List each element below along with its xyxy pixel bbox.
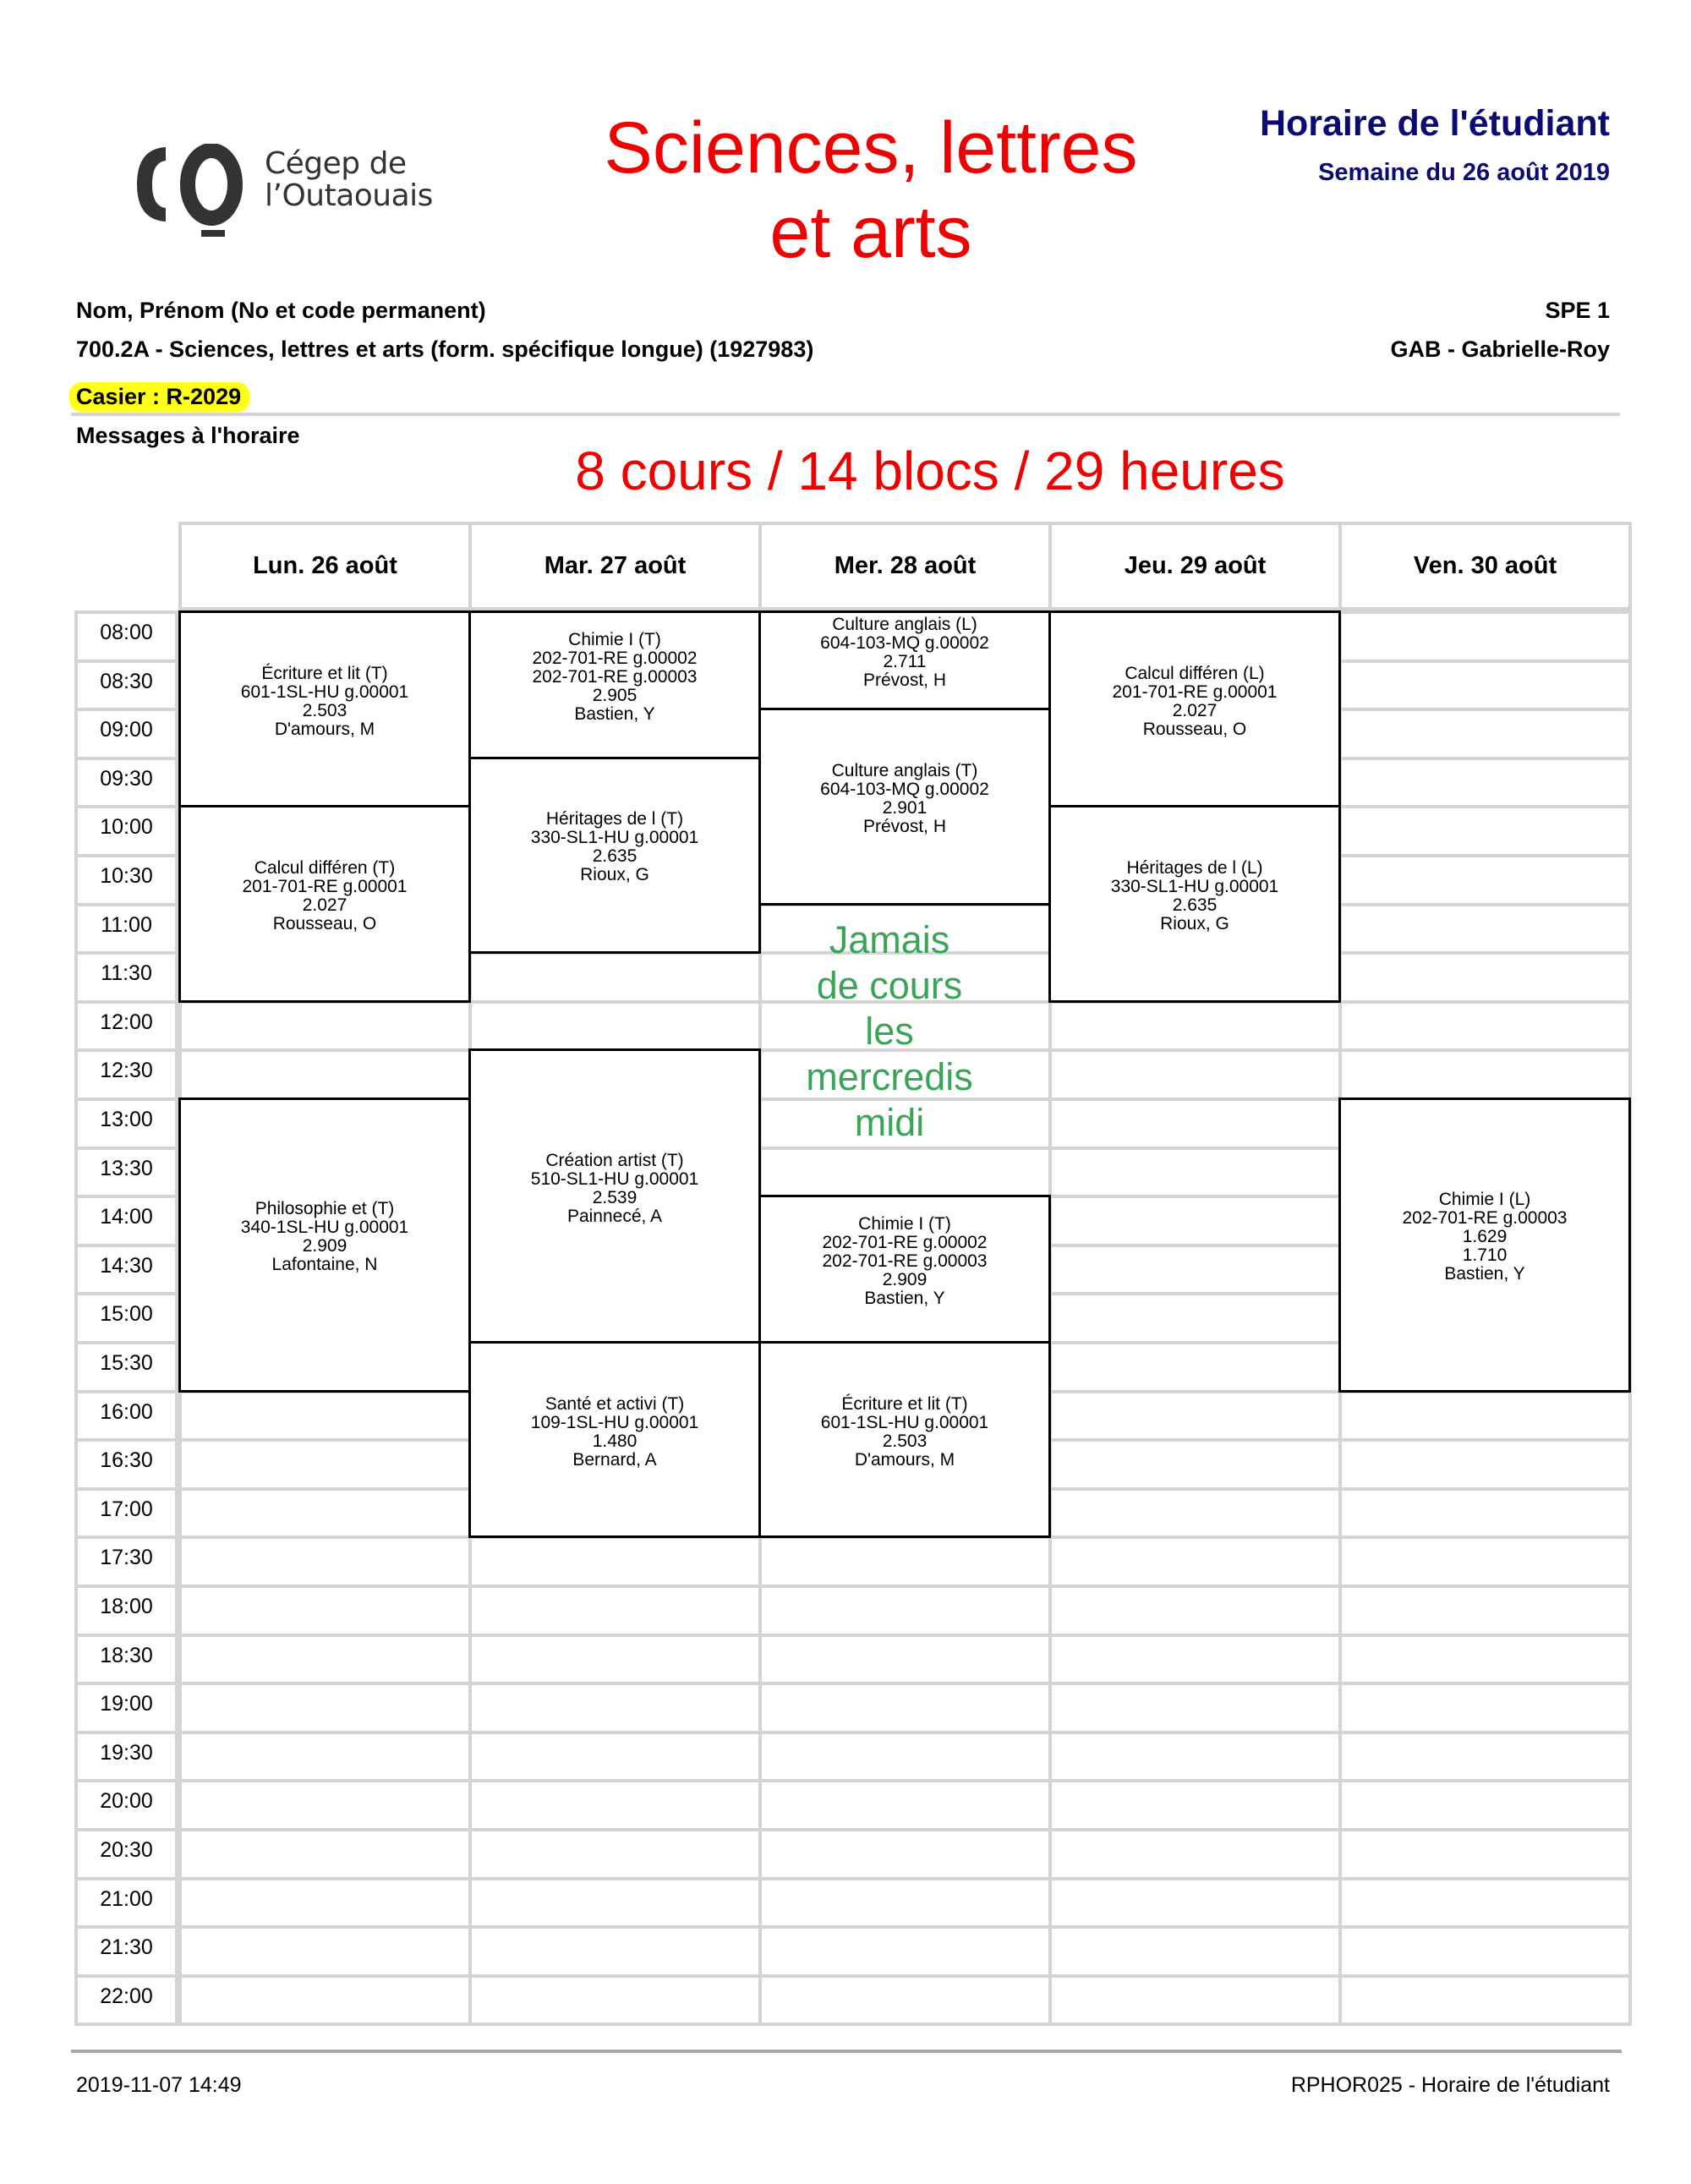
time-slot[interactable]	[1338, 1779, 1632, 1831]
time-slot[interactable]	[468, 1585, 762, 1637]
time-slot[interactable]	[1048, 1097, 1342, 1150]
course-title: Calcul différen (T)	[254, 858, 396, 879]
time-slot[interactable]	[758, 1634, 1052, 1686]
course-detail-line: 2.711	[883, 652, 927, 672]
time-slot[interactable]	[758, 1877, 1052, 1929]
time-label: 14:00	[74, 1195, 178, 1247]
time-slot[interactable]	[1338, 1000, 1632, 1053]
course-title: Chimie I (T)	[568, 629, 661, 649]
time-slot[interactable]	[1048, 1487, 1342, 1540]
week-label: Semaine du 26 août 2019	[1318, 159, 1610, 186]
time-slot[interactable]	[468, 1634, 762, 1686]
time-label: 17:30	[74, 1535, 178, 1588]
program-title-line-2: et arts	[769, 192, 972, 273]
time-slot[interactable]	[758, 1147, 1052, 1199]
time-slot[interactable]	[178, 1048, 472, 1101]
course-title: Philosophie et (T)	[254, 1199, 395, 1219]
program-title-line-1: Sciences, lettres	[604, 107, 1138, 189]
time-slot[interactable]	[468, 951, 762, 1004]
time-slot[interactable]	[178, 1535, 472, 1588]
time-slot[interactable]	[1338, 1585, 1632, 1637]
time-label: 11:00	[74, 903, 178, 955]
course-block[interactable]	[758, 1195, 1051, 1344]
time-label: 16:00	[74, 1390, 178, 1442]
time-slot[interactable]	[1338, 854, 1632, 906]
time-label: 21:00	[74, 1877, 178, 1929]
course-detail-line: 2.905	[592, 685, 638, 705]
time-slot[interactable]	[1048, 1048, 1342, 1101]
course-detail-line: 202-701-RE g.00002	[532, 648, 698, 668]
student-campus: GAB - Gabrielle-Roy	[1390, 337, 1610, 362]
time-label: 11:30	[74, 951, 178, 1004]
time-slot[interactable]	[1048, 1731, 1342, 1783]
time-slot[interactable]	[178, 1000, 472, 1053]
course-detail-line: 604-103-MQ g.00002	[820, 779, 989, 799]
course-title: Héritages de l (L)	[1126, 858, 1263, 879]
course-teacher: Prévost, H	[862, 671, 946, 691]
course-detail-line: 2.635	[1172, 895, 1218, 916]
course-detail-line: 202-701-RE g.00002	[822, 1233, 988, 1253]
time-slot[interactable]	[468, 1535, 762, 1588]
course-teacher: Bernard, A	[572, 1449, 657, 1470]
time-slot[interactable]	[1338, 1731, 1632, 1783]
course-detail-line: 202-701-RE g.00003	[1402, 1208, 1568, 1229]
course-detail-line: 2.539	[592, 1187, 638, 1207]
time-label: 08:00	[74, 610, 178, 663]
course-detail-line: 2.503	[882, 1431, 928, 1451]
time-slot[interactable]	[1048, 1244, 1342, 1296]
course-details	[241, 1200, 408, 1274]
time-slot[interactable]	[758, 1925, 1052, 1978]
course-details	[533, 631, 698, 724]
time-label: 10:30	[74, 854, 178, 906]
course-details	[241, 665, 408, 739]
time-slot[interactable]	[1338, 1634, 1632, 1686]
day-header: Jeu. 29 août	[1048, 522, 1342, 610]
time-slot[interactable]	[1338, 1535, 1632, 1588]
time-slot[interactable]	[178, 1925, 472, 1978]
course-detail-line: 2.901	[882, 797, 928, 818]
report-title: Horaire de l'étudiant	[1259, 103, 1610, 144]
course-block[interactable]	[758, 1341, 1051, 1538]
time-slot[interactable]	[1048, 1195, 1342, 1247]
course-block[interactable]	[468, 1341, 761, 1538]
course-detail-line: 1.629	[1462, 1227, 1508, 1247]
footer-divider	[71, 2050, 1622, 2053]
time-label: 08:30	[74, 660, 178, 712]
course-details	[531, 1395, 698, 1470]
course-detail-line: 2.909	[302, 1236, 348, 1256]
course-title: Écriture et lit (T)	[841, 1393, 968, 1414]
time-label: 09:00	[74, 708, 178, 760]
time-slot[interactable]	[1048, 1292, 1342, 1344]
time-slot[interactable]	[468, 1828, 762, 1880]
time-slot[interactable]	[468, 1974, 762, 2027]
time-slot[interactable]	[178, 1634, 472, 1686]
course-detail-line: 1.480	[592, 1431, 638, 1451]
course-detail-line: 2.027	[1172, 700, 1218, 720]
time-label: 15:00	[74, 1292, 178, 1344]
time-slot[interactable]	[178, 1877, 472, 1929]
time-slot[interactable]	[1338, 1974, 1632, 2027]
time-slot[interactable]	[1048, 1925, 1342, 1978]
time-label: 12:30	[74, 1048, 178, 1101]
time-slot[interactable]	[1338, 757, 1632, 809]
course-details	[531, 1152, 698, 1226]
time-slot[interactable]	[758, 1731, 1052, 1783]
time-label: 17:00	[74, 1487, 178, 1540]
course-detail-line: 2.635	[592, 846, 638, 867]
note-line: les	[865, 1010, 914, 1053]
course-detail-line: 2.503	[302, 700, 348, 720]
time-slot[interactable]	[1048, 1341, 1342, 1393]
time-label: 19:00	[74, 1682, 178, 1734]
time-slot[interactable]	[1338, 1487, 1632, 1540]
course-detail-line: 109-1SL-HU g.00001	[530, 1412, 699, 1432]
time-slot[interactable]	[758, 1682, 1052, 1734]
time-slot[interactable]	[178, 1585, 472, 1637]
time-slot[interactable]	[1048, 1585, 1342, 1637]
course-teacher: Bastien, Y	[574, 703, 655, 724]
course-teacher: Lafontaine, N	[271, 1255, 378, 1275]
course-teacher: Rioux, G	[580, 865, 649, 885]
time-label: 16:30	[74, 1438, 178, 1491]
course-teacher: Painnecé, A	[566, 1206, 663, 1226]
course-title: Héritages de l (T)	[545, 809, 684, 829]
time-slot[interactable]	[1338, 805, 1632, 857]
time-slot[interactable]	[758, 1535, 1052, 1588]
course-block[interactable]	[1048, 805, 1341, 1002]
course-block[interactable]	[468, 610, 761, 759]
report-code: RPHOR025 - Horaire de l'étudiant	[1290, 2073, 1610, 2097]
logo-line-2: l’Outaouais	[265, 178, 433, 213]
time-label: 18:30	[74, 1634, 178, 1686]
time-slot[interactable]	[1338, 951, 1632, 1004]
time-slot[interactable]	[178, 1390, 472, 1442]
time-slot[interactable]	[1048, 1974, 1342, 2027]
student-program: 700.2A - Sciences, lettres et arts (form. spécifique longue) (1927983)	[76, 337, 814, 362]
course-details	[820, 762, 989, 836]
course-details	[821, 1395, 988, 1470]
day-header: Lun. 26 août	[178, 522, 472, 610]
course-teacher: Bastien, Y	[864, 1289, 945, 1309]
time-label: 20:30	[74, 1828, 178, 1880]
course-teacher: Prévost, H	[862, 816, 946, 836]
time-slot[interactable]	[468, 1731, 762, 1783]
day-header: Ven. 30 août	[1338, 522, 1632, 610]
student-name-label: Nom, Prénom (No et code permanent)	[76, 298, 486, 323]
course-block[interactable]	[1338, 1097, 1631, 1393]
course-title: Chimie I (L)	[1438, 1190, 1531, 1210]
course-detail-line: 2.027	[302, 895, 348, 916]
time-label: 18:00	[74, 1585, 178, 1637]
wednesday-noon-note	[771, 917, 1008, 1146]
day-header: Mar. 27 août	[468, 522, 762, 610]
time-slot[interactable]	[468, 1925, 762, 1978]
messages-label: Messages à l'horaire	[76, 423, 300, 448]
course-title: Écriture et lit (T)	[261, 663, 388, 683]
time-slot[interactable]	[1338, 1682, 1632, 1734]
course-title: Santé et activi (T)	[545, 1393, 685, 1414]
time-label: 20:00	[74, 1779, 178, 1831]
time-slot[interactable]	[468, 1877, 762, 1929]
time-slot[interactable]	[1048, 1535, 1342, 1588]
time-slot[interactable]	[1338, 1048, 1632, 1101]
course-block[interactable]	[758, 708, 1051, 905]
time-slot[interactable]	[1048, 1147, 1342, 1199]
course-block[interactable]	[468, 757, 761, 954]
course-detail-line: 601-1SL-HU g.00001	[240, 681, 409, 702]
time-label: 21:30	[74, 1925, 178, 1978]
course-details	[531, 810, 698, 884]
course-title: Calcul différen (L)	[1125, 663, 1265, 683]
time-slot[interactable]	[1338, 903, 1632, 955]
time-slot[interactable]	[1048, 1828, 1342, 1880]
course-title: Culture anglais (T)	[831, 760, 978, 780]
course-detail-line: 202-701-RE g.00003	[532, 666, 698, 687]
time-slot[interactable]	[1338, 660, 1632, 712]
course-teacher: D'amours, M	[274, 719, 375, 739]
day-header: Mer. 28 août	[758, 522, 1052, 610]
course-block[interactable]	[178, 610, 471, 807]
course-title: Culture anglais (L)	[832, 615, 977, 635]
time-label: 22:00	[74, 1974, 178, 2027]
course-detail-line: 201-701-RE g.00001	[242, 877, 408, 897]
course-detail-line: 202-701-RE g.00003	[822, 1251, 988, 1272]
time-slot[interactable]	[1338, 1877, 1632, 1929]
course-detail-line: 601-1SL-HU g.00001	[820, 1412, 989, 1432]
time-slot[interactable]	[758, 1779, 1052, 1831]
time-label: 19:30	[74, 1731, 178, 1783]
time-slot[interactable]	[178, 1779, 472, 1831]
time-slot[interactable]	[1048, 1000, 1342, 1053]
course-detail-line: 1.710	[1462, 1245, 1508, 1266]
course-block[interactable]	[178, 1097, 471, 1393]
time-slot[interactable]	[1338, 1438, 1632, 1491]
course-teacher: Rousseau, O	[1142, 719, 1247, 739]
printed-timestamp: 2019-11-07 14:49	[76, 2073, 242, 2097]
time-slot[interactable]	[758, 1974, 1052, 2027]
time-slot[interactable]	[1048, 1877, 1342, 1929]
note-line: de cours	[816, 964, 963, 1007]
course-detail-line: 604-103-MQ g.00002	[820, 633, 989, 654]
course-title: Création artist (T)	[545, 1150, 684, 1170]
time-slot[interactable]	[178, 1974, 472, 2027]
course-detail-line: 330-SL1-HU g.00001	[530, 828, 699, 848]
time-slot[interactable]	[468, 1000, 762, 1053]
time-slot[interactable]	[178, 1828, 472, 1880]
time-label: 13:30	[74, 1147, 178, 1199]
note-line: mercredis	[806, 1055, 973, 1098]
course-teacher: D'amours, M	[854, 1449, 955, 1470]
course-detail-line: 340-1SL-HU g.00001	[240, 1218, 409, 1238]
time-slot[interactable]	[178, 1438, 472, 1491]
time-slot[interactable]	[1338, 610, 1632, 663]
time-label: 10:00	[74, 805, 178, 857]
time-slot[interactable]	[1338, 708, 1632, 760]
time-slot[interactable]	[1048, 1779, 1342, 1831]
time-slot[interactable]	[1048, 1438, 1342, 1491]
course-details	[243, 859, 408, 933]
course-teacher: Bastien, Y	[1444, 1264, 1525, 1284]
time-label: 09:30	[74, 757, 178, 809]
time-label: 12:00	[74, 1000, 178, 1053]
time-slot[interactable]	[468, 1682, 762, 1734]
time-slot[interactable]	[1338, 1925, 1632, 1978]
time-slot[interactable]	[178, 1682, 472, 1734]
locker-badge: Casier : R-2029	[69, 382, 249, 412]
note-line: Jamais	[829, 918, 950, 961]
course-block[interactable]	[468, 1048, 761, 1344]
time-slot[interactable]	[1048, 1390, 1342, 1442]
course-details	[1113, 665, 1278, 739]
time-slot[interactable]	[1048, 1682, 1342, 1734]
course-teacher: Rousseau, O	[272, 914, 377, 934]
course-title: Chimie I (T)	[858, 1214, 951, 1234]
student-group: SPE 1	[1545, 298, 1610, 323]
course-details	[823, 1215, 988, 1308]
time-slot[interactable]	[1048, 1634, 1342, 1686]
logo-line-1: Cégep de	[265, 146, 407, 181]
time-slot[interactable]	[1338, 1828, 1632, 1880]
course-details	[820, 616, 989, 690]
schedule-summary: 8 cours / 14 blocs / 29 heures	[575, 441, 1285, 501]
course-block[interactable]	[758, 610, 1051, 710]
course-detail-line: 2.909	[882, 1270, 928, 1290]
course-teacher: Rioux, G	[1160, 914, 1229, 934]
course-block[interactable]	[1048, 610, 1341, 807]
time-label: 15:30	[74, 1341, 178, 1393]
note-line: midi	[854, 1101, 925, 1144]
time-slot[interactable]	[1338, 1390, 1632, 1442]
time-slot[interactable]	[758, 1828, 1052, 1880]
course-detail-line: 201-701-RE g.00001	[1112, 681, 1278, 702]
time-slot[interactable]	[178, 1731, 472, 1783]
time-slot[interactable]	[468, 1779, 762, 1831]
time-label: 14:30	[74, 1244, 178, 1296]
time-slot[interactable]	[758, 1585, 1052, 1637]
course-details	[1403, 1191, 1568, 1284]
course-details	[1111, 859, 1278, 933]
time-label: 13:00	[74, 1097, 178, 1150]
course-detail-line: 510-SL1-HU g.00001	[530, 1169, 699, 1189]
course-block[interactable]	[178, 805, 471, 1002]
course-detail-line: 330-SL1-HU g.00001	[1110, 877, 1279, 897]
time-slot[interactable]	[178, 1487, 472, 1540]
